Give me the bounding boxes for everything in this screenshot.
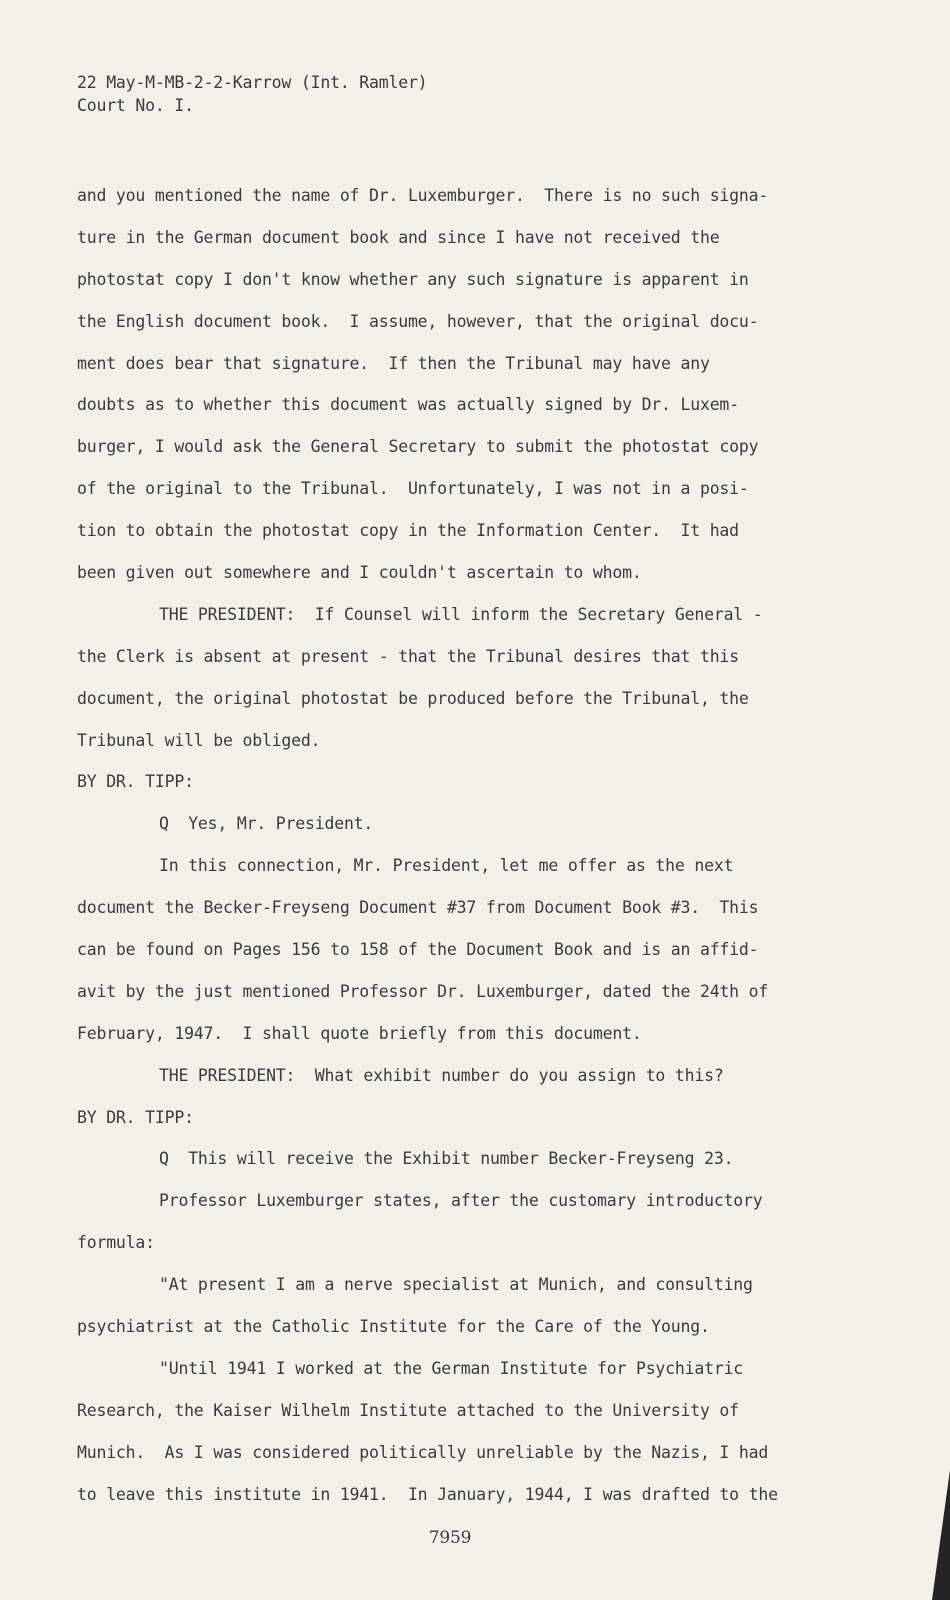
text-line: of the original to the Tribunal. Unfortunately, I was not in a posi- [77, 479, 749, 499]
text-line: Munich. As I was considered politically unreliable by the Nazis, I had [77, 1442, 769, 1462]
text-line: to leave this institute in 1941. In January, 1944, I was drafted to the [77, 1484, 778, 1504]
text-line: "Until 1941 I worked at the German Institute for Psychiatric [159, 1358, 744, 1378]
text-line: Q This will receive the Exhibit number Becker-Freyseng 23. [159, 1149, 734, 1169]
page-number: 7959 [428, 1528, 472, 1548]
header-line-1: 22 May-M-MB-2-2-Karrow (Int. Ramler) [77, 73, 428, 92]
text-line: In this connection, Mr. President, let me offer as the next [159, 856, 734, 876]
text-line: avit by the just mentioned Professor Dr. Luxemburger, dated the 24th of [77, 981, 769, 1001]
text-line: document the Becker-Freyseng Document #37 from Document Book #3. This [77, 898, 759, 918]
text-line: tion to obtain the photostat copy in the Information Center. It had [77, 521, 739, 541]
text-line: psychiatrist at the Catholic Institute for the Care of the Young. [77, 1317, 710, 1337]
text-line: February, 1947. I shall quote briefly from this document. [77, 1023, 642, 1043]
text-line: can be found on Pages 156 to 158 of the Document Book and is an affid- [77, 940, 759, 960]
speaker-line: BY DR. TIPP: [77, 772, 194, 792]
text-line: THE PRESIDENT: If Counsel will inform the Secretary General - [159, 604, 763, 624]
text-line: burger, I would ask the General Secretary to submit the photostat copy [77, 437, 759, 457]
text-line: been given out somewhere and I couldn't ascertain to whom. [77, 563, 642, 583]
text-line: document, the original photostat be produced before the Tribunal, the [77, 688, 749, 708]
text-line: Professor Luxemburger states, after the customary introductory [159, 1191, 763, 1211]
header-line-2: Court No. I. [77, 96, 194, 115]
text-line: formula: [77, 1233, 155, 1253]
text-line: "At present I am a nerve specialist at Munich, and consulting [159, 1275, 753, 1295]
text-line: photostat copy I don't know whether any such signature is apparent in [77, 269, 749, 289]
page-header [77, 71, 427, 117]
text-line: doubts as to whether this document was actually signed by Dr. Luxem- [77, 395, 739, 415]
document-body [77, 175, 837, 1516]
text-line: Tribunal will be obliged. [77, 730, 321, 750]
scan-edge-shadow [932, 1470, 950, 1600]
text-line: the Clerk is absent at present - that the Tribunal desires that this [77, 646, 739, 666]
text-line: THE PRESIDENT: What exhibit number do you assign to this? [159, 1065, 724, 1085]
text-line: Research, the Kaiser Wilhelm Institute attached to the University of [77, 1400, 739, 1420]
speaker-line: BY DR. TIPP: [77, 1107, 194, 1127]
text-line: the English document book. I assume, however, that the original docu- [77, 311, 759, 331]
text-line: Q Yes, Mr. President. [159, 814, 374, 834]
text-line: ture in the German document book and since I have not received the [77, 227, 720, 247]
text-line: ment does bear that signature. If then the Tribunal may have any [77, 353, 710, 373]
text-line: and you mentioned the name of Dr. Luxemburger. There is no such signa- [77, 186, 769, 205]
